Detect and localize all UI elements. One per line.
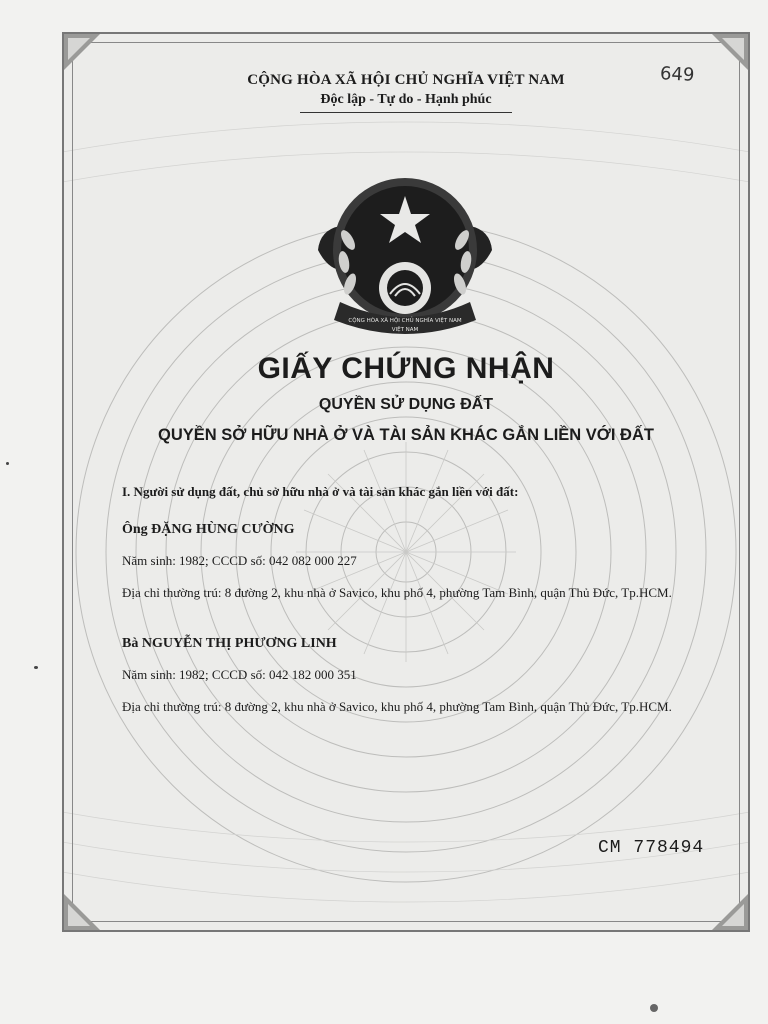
corner-ornament: [62, 892, 102, 932]
owner-name: Ông ĐẶNG HÙNG CƯỜNG: [122, 522, 295, 537]
certificate-title: GIẤY CHỨNG NHẬN: [257, 352, 555, 385]
corner-ornament: [710, 892, 750, 932]
owner-name: Bà NGUYỄN THỊ PHƯƠNG LINH: [122, 636, 337, 651]
national-title: CỘNG HÒA XÃ HỘI CHỦ NGHĨA VIỆT NAM: [247, 72, 565, 88]
owner-birth-id: Năm sinh: 1982; CCCD số: 042 182 000 351: [122, 667, 357, 682]
section-heading: I. Người sử dụng đất, chủ sở hữu nhà ở và tài sản khác gắn liền với đất:: [122, 484, 519, 499]
svg-text:VIỆT NAM: VIỆT NAM: [391, 327, 419, 333]
national-motto: Độc lập - Tự do - Hạnh phúc: [320, 92, 492, 107]
handwritten-number: 649: [659, 63, 695, 86]
scan-speck: [34, 666, 38, 669]
corner-ornament: [62, 32, 102, 72]
owner-address: Địa chỉ thường trú: 8 đường 2, khu nhà ở Savico, khu phố 4, phường Tam Bình, quận Thủ Đức, Tp.HCM.: [122, 585, 672, 600]
corner-ornament: [710, 32, 750, 72]
serial-number: CM 778494: [598, 838, 705, 858]
certificate-sheet: [62, 32, 750, 932]
emblem-ribbon-text: CỘNG HÒA XÃ HỘI CHỦ NGHĨA VIỆT NAM: [348, 318, 462, 324]
scan-speck: [6, 462, 9, 465]
certificate-subtitle-ownership: QUYỀN SỞ HỮU NHÀ Ở VÀ TÀI SẢN KHÁC GẮN LIỀN VỚI ĐẤT: [158, 426, 654, 444]
certificate-subtitle-land-use: QUYỀN SỬ DỤNG ĐẤT: [318, 396, 494, 413]
motto-underline: [300, 112, 512, 113]
owner-address: Địa chỉ thường trú: 8 đường 2, khu nhà ở Savico, khu phố 4, phường Tam Bình, quận Thủ Đức, Tp.HCM.: [122, 699, 672, 714]
scan-speck: [650, 1004, 658, 1012]
vietnam-national-emblem-icon: [310, 170, 500, 340]
owner-birth-id: Năm sinh: 1982; CCCD số: 042 082 000 227: [122, 553, 357, 568]
